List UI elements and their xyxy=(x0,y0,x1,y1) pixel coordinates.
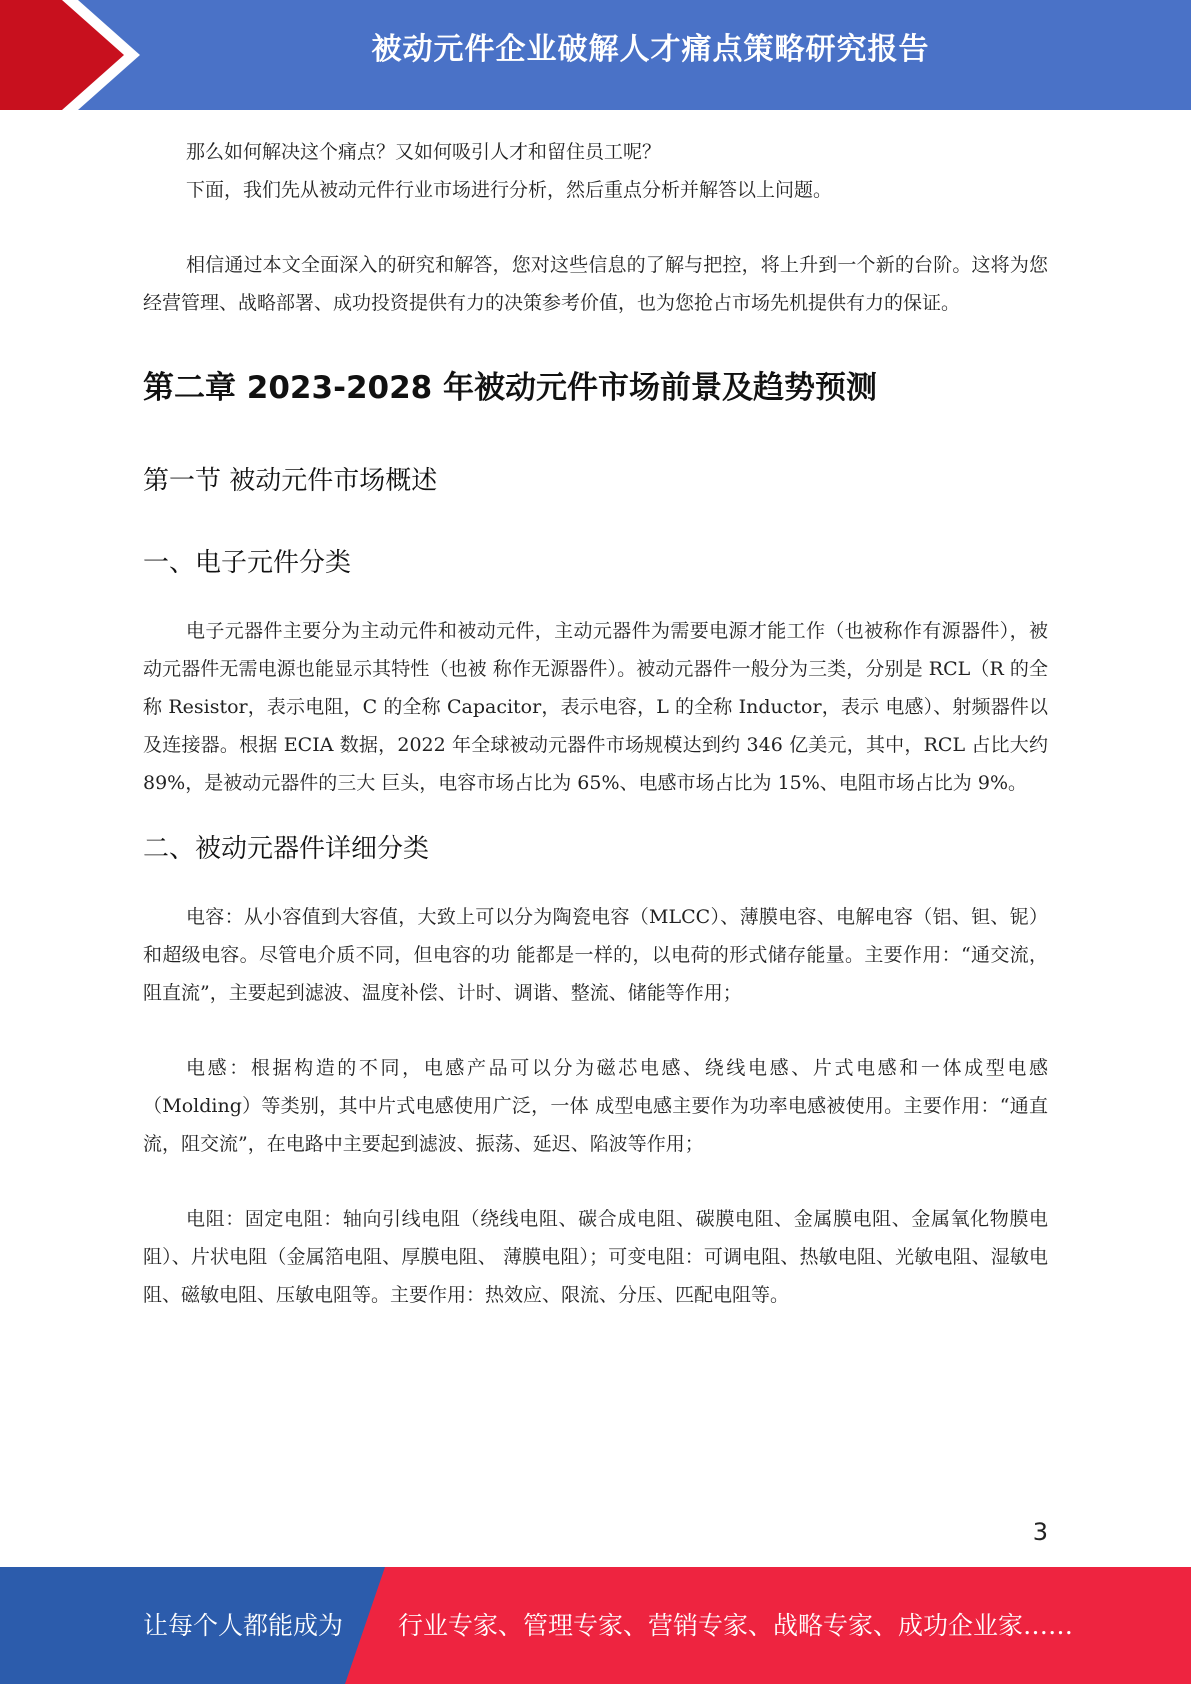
red-chevron-icon xyxy=(0,0,160,110)
section-heading: 第一节 被动元件市场概述 xyxy=(143,466,438,496)
page-number: 3 xyxy=(1032,1518,1048,1546)
chapter-heading: 第二章 2023-2028 年被动元件市场前景及趋势预测 xyxy=(143,370,878,406)
intro-paragraph-1: 那么如何解决这个痛点？又如何吸引人才和留住员工呢？ xyxy=(186,141,662,163)
page-header xyxy=(0,0,1191,110)
report-title: 被动元件企业破解人才痛点策略研究报告 xyxy=(371,32,930,67)
footer-slogan-right: 行业专家、管理专家、营销专家、战略专家、成功企业家…… xyxy=(398,1611,1074,1640)
document-body xyxy=(143,133,1048,1314)
intro-paragraph-3: 相信通过本文全面深入的研究和解答，您对这些信息的了解与把控，将上升到一个新的台阶。这将为您经营管理、战略部署、成功投资提供有力的决策参考价值，也为您抢占市场先机提供有力的保证。 xyxy=(143,254,1048,314)
intro-paragraph-2: 下面，我们先从被动元件行业市场进行分析，然后重点分析并解答以上问题。 xyxy=(186,179,833,201)
page-footer xyxy=(0,1567,1191,1684)
subheading-component-classification: 一、电子元件分类 xyxy=(143,548,352,578)
paragraph-capacitor: 电容：从小容值到大容值，大致上可以分为陶瓷电容（MLCC）、薄膜电容、电解电容（铝、钽、铌）和超级电容。尽管电介质不同，但电容的功 能都是一样的，以电荷的形式储存能量。主要作用：“通交流，阻直流”，主要起到滤波、温度补偿、计时、调谐、整流、储能等作用； xyxy=(143,906,1048,1004)
paragraph-inductor: 电感：根据构造的不同，电感产品可以分为磁芯电感、绕线电感、片式电感和一体成型电感（Molding）等类别，其中片式电感使用广泛，一体 成型电感主要作为功率电感被使用。主要作用：“通直流，阻交流”，在电路中主要起到滤波、振荡、延迟、陷波等作用； xyxy=(143,1057,1048,1155)
paragraph-component-classification: 电子元器件主要分为主动元件和被动元件，主动元器件为需要电源才能工作（也被称作有源器件），被动元器件无需电源也能显示其特性（也被 称作无源器件）。被动元器件一般分为三类，分别是 RCL（R 的全称 Resistor，表示电阻，C 的全称 Capacitor，表示电容，L 的全称 Inductor，表示 电感）、射频器件以及连接器。根据 ECIA 数据，2022 年全球被动元器件市场规模达到约 346 亿美元，其中，RCL 占比大约 89%，是被动元器件的三大 巨头，电容市场占比为 65%、电感市场占比为 15%、电阻市场占比为 9%。 xyxy=(143,620,1048,794)
footer-slogan-left: 让每个人都能成为 xyxy=(143,1611,344,1640)
paragraph-resistor: 电阻：固定电阻：轴向引线电阻（绕线电阻、碳合成电阻、碳膜电阻、金属膜电阻、金属氧化物膜电阻）、片状电阻（金属箔电阻、厚膜电阻、 薄膜电阻）；可变电阻：可调电阻、热敏电阻、光敏电阻、湿敏电阻、磁敏电阻、压敏电阻等。主要作用：热效应、限流、分压、匹配电阻等。 xyxy=(143,1208,1048,1306)
subheading-detailed-classification: 二、被动元器件详细分类 xyxy=(143,834,430,864)
